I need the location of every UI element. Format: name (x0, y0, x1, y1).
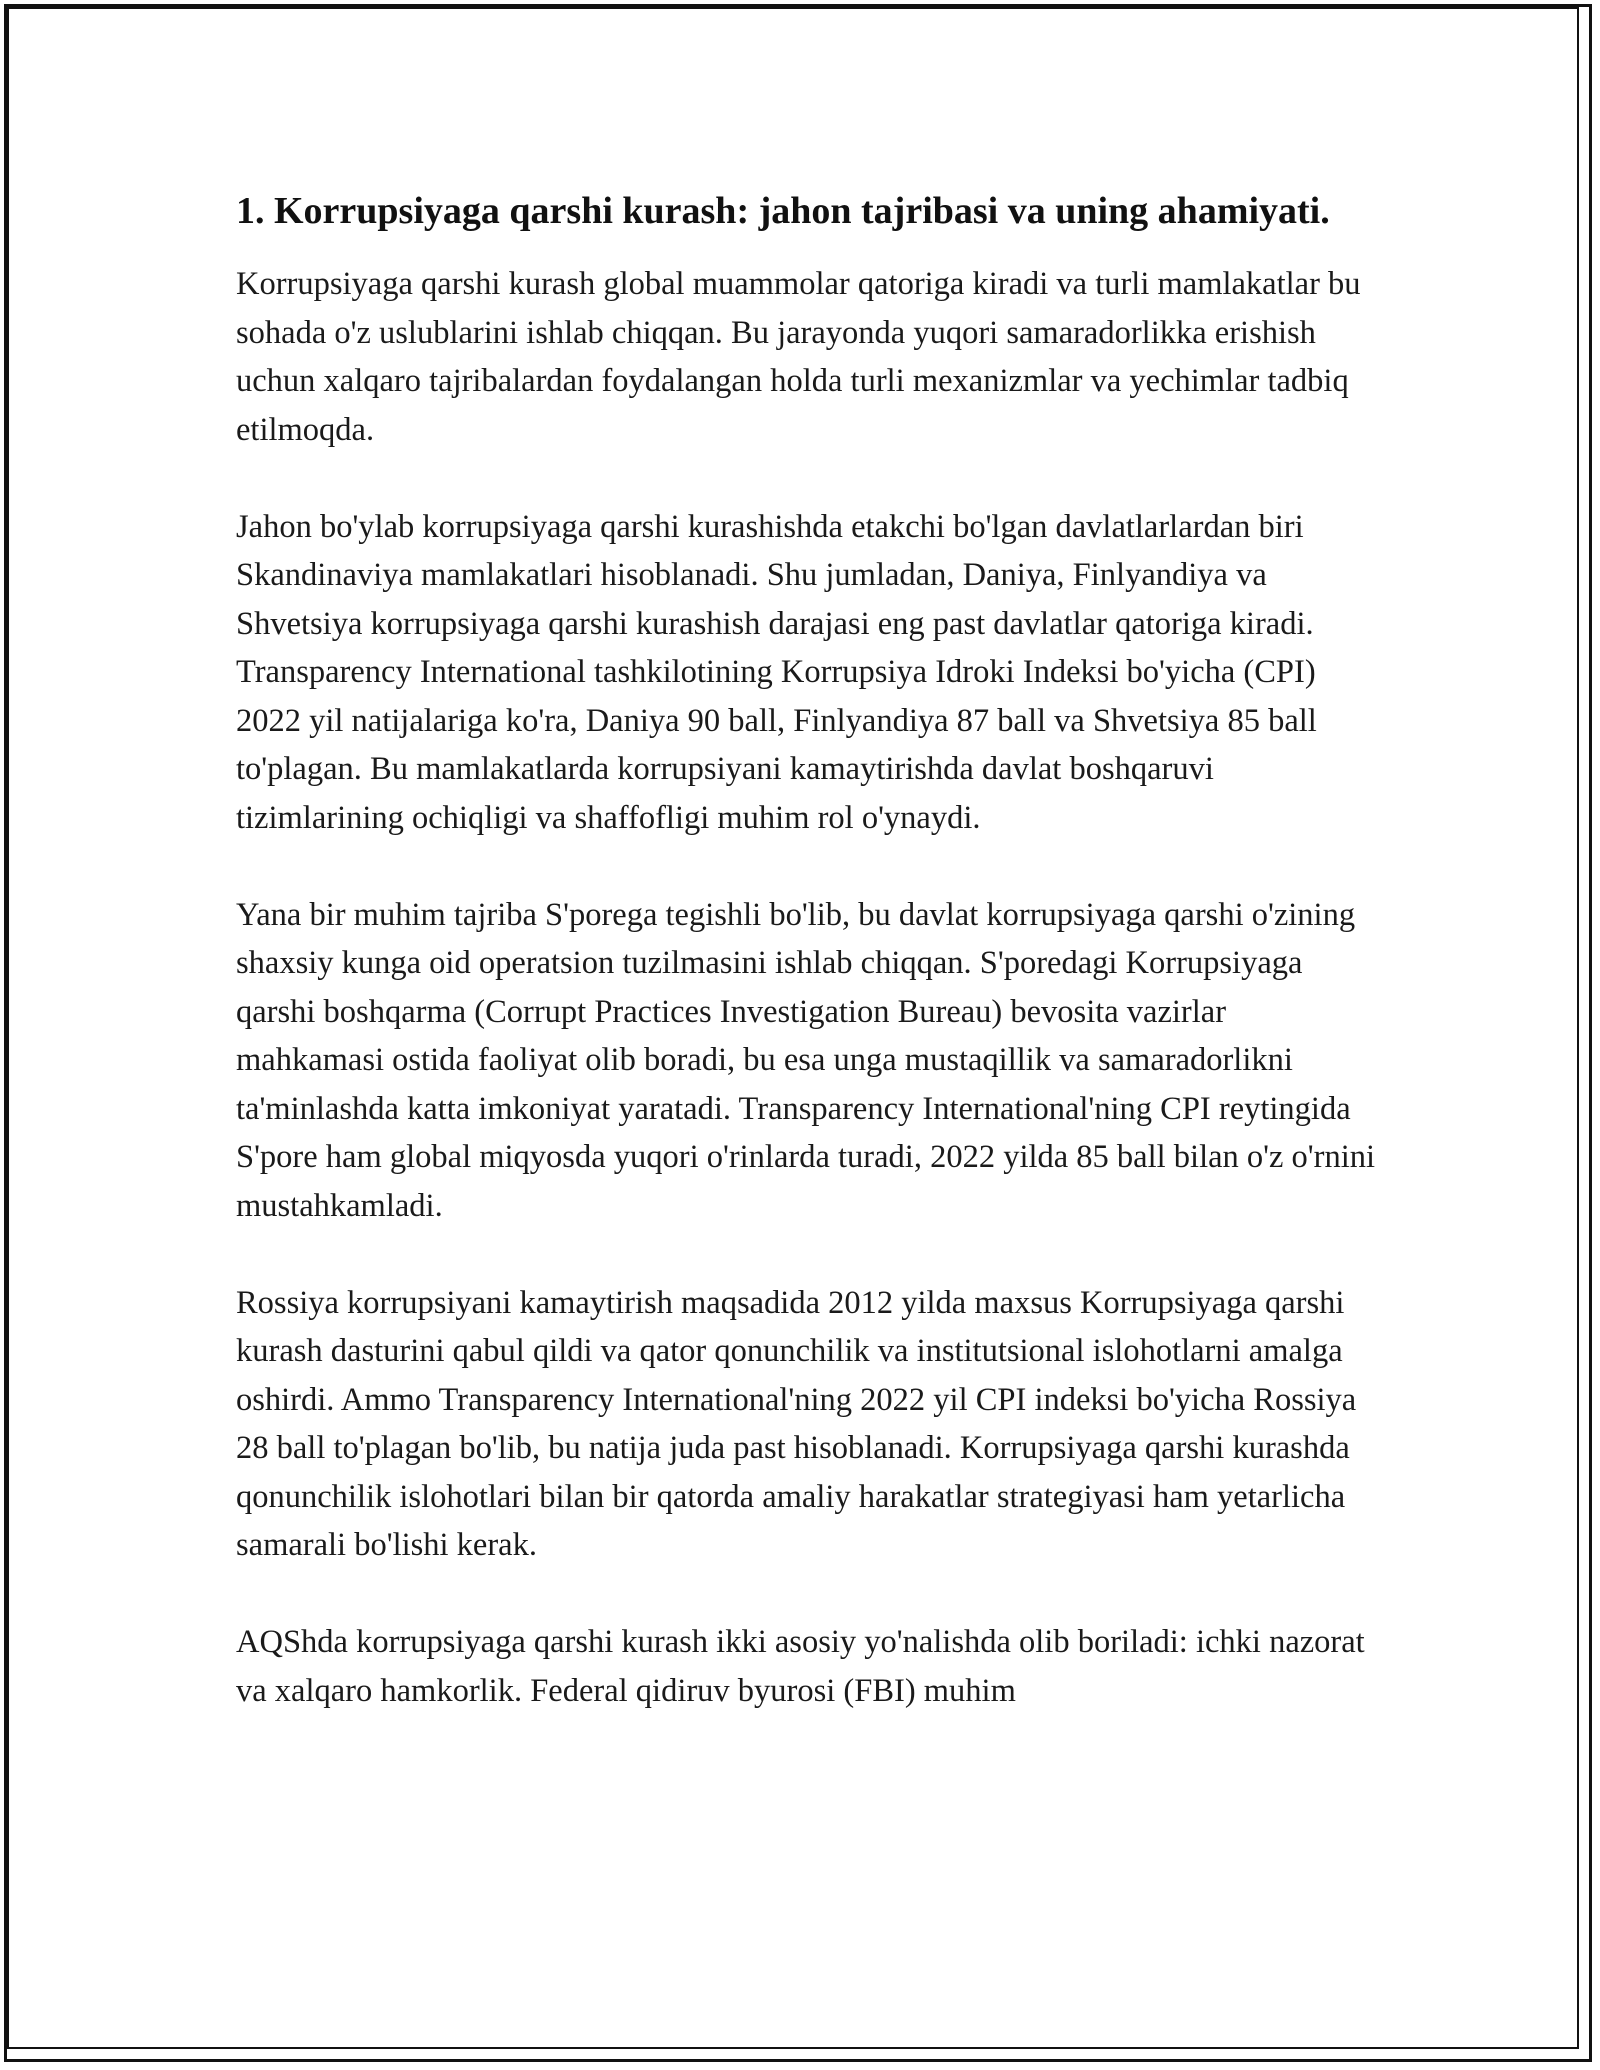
page-title: 1. Korrupsiyaga qarshi kurash: jahon tajribasi va uning ahamiyati. (236, 190, 1330, 232)
document-body (236, 186, 1376, 1764)
paragraph-russia: Rossiya korrupsiyani kamaytirish maqsadida 2012 yilda maxsus Korrupsiyaga qarshi kurash dasturini qabul qildi va qator qonunchilik va institutsional islohotlarni amalga oshirdi. Ammo Transparency International'ning 2022 yil CPI indeksi bo'yicha Rossiya 28 ball to'plagan bo'lib, bu natija juda past hisoblanadi. Korrupsiyaga qarshi kurashda qonunchilik islohotlari bilan bir qatorda amaliy harakatlar strategiyasi ham yetarlicha samarali bo'lishi kerak. (236, 1284, 1357, 1563)
paragraph-scandinavia: Jahon bo'ylab korrupsiyaga qarshi kurashishda etakchi bo'lgan davlatlarlardan biri Skandinaviya mamlakatlari hisoblanadi. Shu jumladan, Daniya, Finlyandiya va Shvetsiya korrupsiyaga qarshi kurashish darajasi eng past davlatlar qatoriga kiradi. Transparency International tashkilotining Korrupsiya Idroki Indeksi bo'yicha (CPI) 2022 yil natijalariga ko'ra, Daniya 90 ball, Finlyandiya 87 ball va Shvetsiya 85 ball to'plagan. Bu mamlakatlarda korrupsiyani kamaytirishda davlat boshqaruvi tizimlarining ochiqligi va shaffofligi muhim rol o'ynaydi. (236, 508, 1317, 836)
paragraph-usa: AQShda korrupsiyaga qarshi kurash ikki asosiy yo'nalishda olib boriladi: ichki nazorat va xalqaro hamkorlik. Federal qidiruv byurosi (FBI) muhim (236, 1624, 1365, 1709)
paragraph-intro: Korrupsiyaga qarshi kurash global muammolar qatoriga kiradi va turli mamlakatlar bu sohada o'z uslublarini ishlab chiqqan. Bu jarayonda yuqori samaradorlikka erishish uchun xalqaro tajribalardan foydalangan holda turli mexanizmlar va yechimlar tadbiq etilmoqda. (236, 266, 1361, 448)
paragraph-singapore: Yana bir muhim tajriba S'poregа tegishli bo'lib, bu davlat korrupsiyaga qarshi o'zining shaxsiy kunga oid operatsion tuzilmasini ishlab chiqqan. S'poredagi Korrupsiyaga qarshi boshqarma (Corrupt Practices Investigation Bureau) bevosita vazirlar mahkamasi ostida faoliyat olib boradi, bu esa unga mustaqillik va samaradorlikni ta'minlashda katta imkoniyat yaratadi. Transparency International'ning CPI reytingida S'pore ham global miqyosda yuqori o'rinlarda turadi, 2022 yilda 85 ball bilan o'z o'rnini mustahkamladi. (236, 896, 1376, 1224)
